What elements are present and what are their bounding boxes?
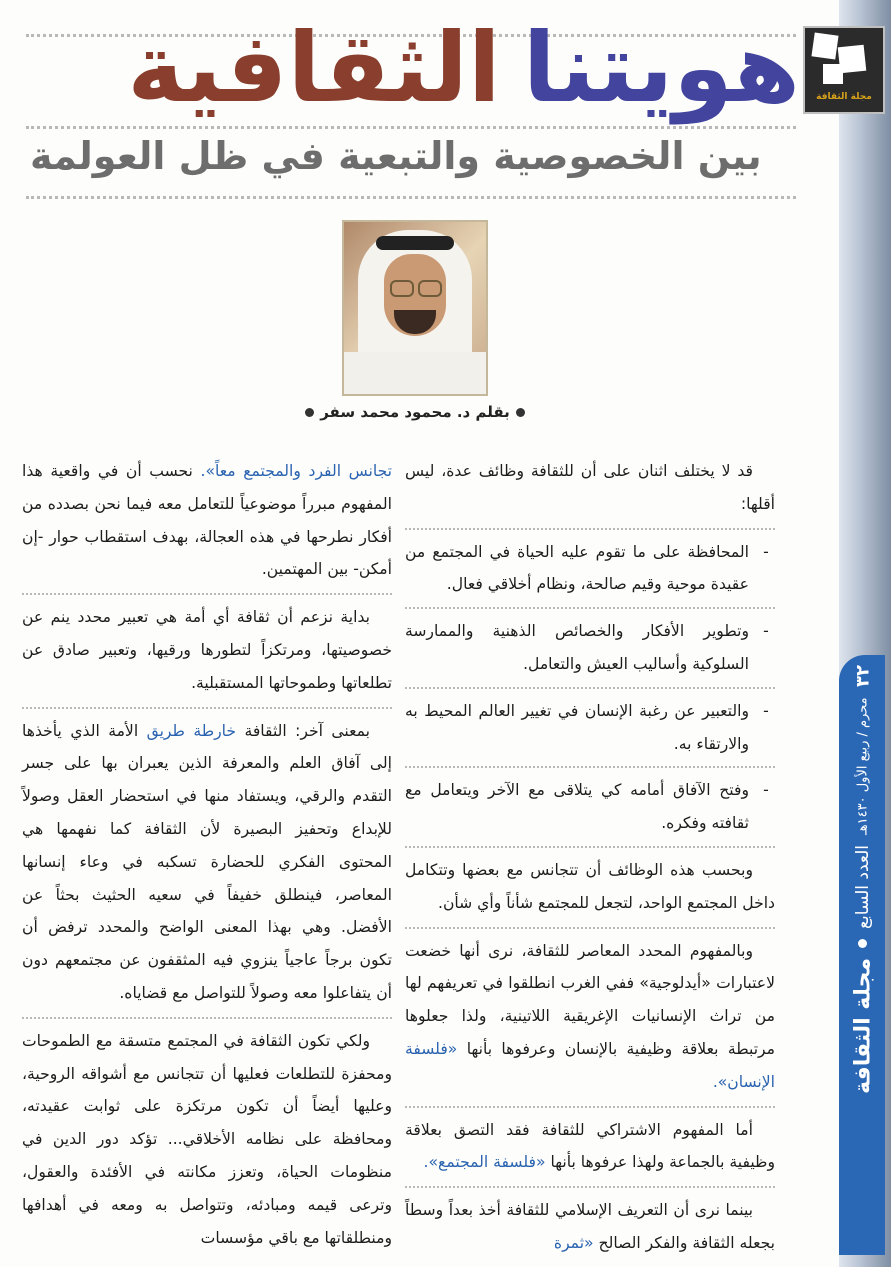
list-item: - والتعبير عن رغبة الإنسان في تغيير العالم المحيط به والارتقاء به. (405, 687, 775, 761)
title-word-2: الثقافية (127, 12, 501, 124)
paragraph: ولكي تكون الثقافة في المجتمع متسقة مع الطموحات ومحفزة للتطلعات فعليها أن تتجانس مع أشواقه الروحية، وعليها أيضاً أن تكون مرتكزة على ثوابت عقيدته، ومحافظة على نظامه الأخلاقي... تؤكد دور الدين في منظومات الحياة، وتعزز مكانته في الأفئدة والعقول، وترعى قيمه ومبادئه، وتتواصل به ومعه في أهدافها ومنطلقاتها مع باقي مؤسسات (22, 1017, 392, 1255)
section-tab-date: محرم / ربيع الأول ١٤٣٠هـ (855, 696, 871, 835)
header-divider-bottom (26, 196, 796, 199)
paragraph: قد لا يختلف اثنان على أن للثقافة وظائف عدة، ليس أقلها: (405, 462, 775, 513)
article-column-left (22, 455, 392, 1261)
paragraph: وبحسب هذه الوظائف أن تتجانس مع بعضها وتتكامل داخل المجتمع الواحد، لتجعل للمجتمع شأناً وأي شأن. (405, 846, 775, 920)
article-subtitle: بين الخصوصية والتبعية في ظل العولمة (30, 134, 762, 178)
author-name: بقلم د. محمود محمد سفر (320, 403, 510, 421)
bullet-dot-icon (516, 408, 525, 417)
logo-square-icon (823, 64, 843, 84)
logo-square-icon (811, 32, 838, 59)
dash-icon: - (763, 781, 769, 800)
bullet-dot-icon (859, 939, 868, 948)
dash-icon: - (763, 542, 769, 561)
paragraph: أما المفهوم الاشتراكي للثقافة فقد التصق بعلاقة وظيفية بالجماعة ولهذا عرفوها بأنها «فلسفة المجتمع». (405, 1106, 775, 1180)
section-tab-issue: العدد السابع (853, 844, 873, 929)
header-divider-middle (26, 126, 796, 129)
bullet-dot-icon (305, 408, 314, 417)
list-item: - وفتح الآفاق أمامه كي يتلاقى مع الآخر ويتعامل مع ثقافته وفكره. (405, 766, 775, 840)
magazine-logo (803, 26, 885, 114)
article-column-right (405, 455, 775, 1267)
paragraph: تجانس الفرد والمجتمع معاً». نحسب أن في واقعية هذا المفهوم مبرراً موضوعياً للتعامل معه فيما نحن بصدده من أفكار نطرحها في هذه العجالة، بهدف استقطاب حوار -إن أمكن- بين المهتمين. (22, 462, 393, 579)
list-item: - وتطوير الأفكار والخصائص الذهنية والممارسة السلوكية وأساليب العيش والتعامل. (405, 607, 775, 681)
list-item: - المحافظة على ما تقوم عليه الحياة في المجتمع من عقيدة موحية وقيم صالحة، ونظام أخلاقي فعال. (405, 528, 775, 602)
logo-label: مجلة الثقافة (816, 92, 872, 102)
paragraph: بينما نرى أن التعريف الإسلامي للثقافة أخذ بعداً وسطاً بجعله الثقافة والفكر الصالح «ثمرة (405, 1186, 775, 1260)
dash-icon: - (763, 622, 769, 641)
paragraph: بداية نزعم أن ثقافة أي أمة هي تعبير محدد ينم عن خصوصيتها، ومرتكزاً لتطورها ورقيها، وتعبير صادق عن تطلعاتها وطموحاتها المستقبلية. (22, 593, 392, 699)
paragraph: وبالمفهوم المحدد المعاصر للثقافة، نرى أنها خضعت لاعتبارات «أيدلوجية» ففي الغرب انطلقوا في تعريفهم لها من تراث الإنسانيات الإغريقية اللاتينية، ولذا جعلوها مرتبطة بعلاقة وظيفية بالإنسان وعرفوها بأنها «فلسفة الإنسان». (405, 927, 775, 1099)
dash-icon: - (763, 701, 769, 720)
author-byline (290, 403, 540, 421)
article-title (30, 8, 800, 128)
section-tab-text (845, 665, 881, 1265)
paragraph: بمعنى آخر: الثقافة خارطة طريق الأمة الذي يأخذها إلى آفاق العلم والمعرفة الذين يعبران بها على جسر التقدم والرقي، ويستفاد منها في استحضار العقل وصولاً للإبداع وتحفيز البصيرة لأن الثقافة كما نفهمها هي المحتوى الفكري للحضارة تسكبه في وعاء إنسانها المعاصر، فينطلق خفيفاً في سعيه الحثيث بحثاً عن الأفضل. وهي بهذا المعنى الواضح والمحدد ترفض أن تكون برجاً عاجياً ينزوي فيه المثقفون عن مجتمعهم دون أن يتفاعلوا معه وصولاً للتواصل مع قضاياه. (22, 707, 392, 1010)
section-tab-magazine: مجلة الثقافة (850, 957, 876, 1094)
section-tab-page: ٣٢ (852, 665, 874, 687)
title-word-1: هويتنا (522, 12, 800, 124)
author-photo (342, 220, 488, 396)
